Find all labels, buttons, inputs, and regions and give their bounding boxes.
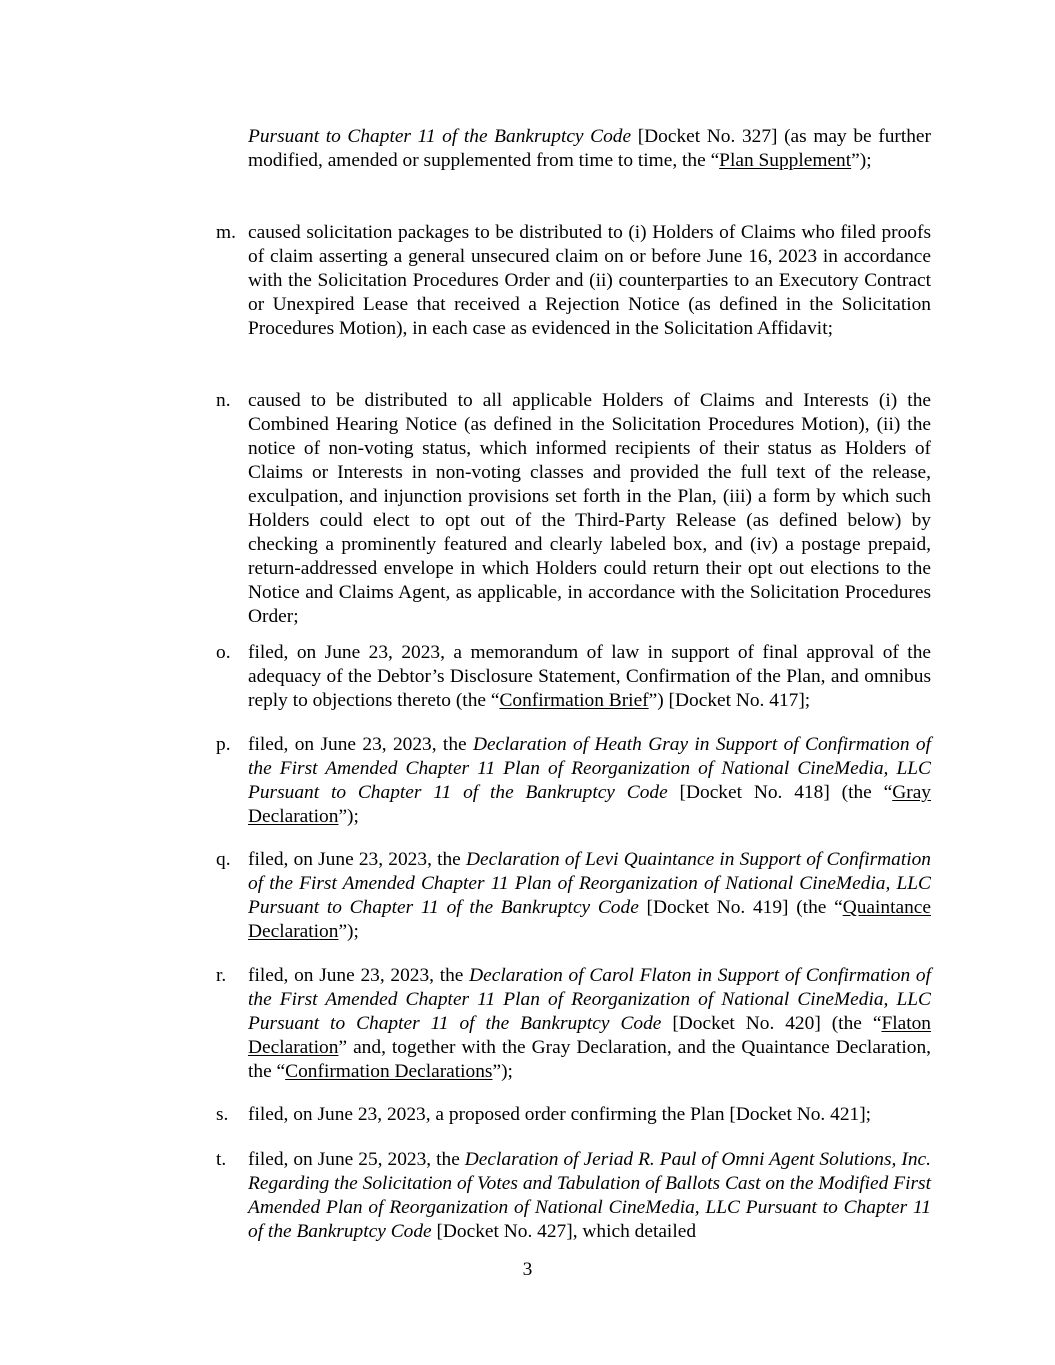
list-item-text: filed, on June 23, 2023, the Declaration of Levi Quaintance in Support of Confirmation of the First Amended Chapter 11 Plan of Reorganization of National CineMedia, LLC Pursuant to Chapter 11 of the Bankruptcy Code [Docket No. 419] (the “Quaintance Declaration”); (248, 849, 931, 942)
italic-citation: Pursuant to Chapter 11 of the Bankruptcy Code (248, 126, 632, 147)
list-item-text: filed, on June 23, 2023, the Declaration of Heath Gray in Support of Confirmation of the First Amended Chapter 11 Plan of Reorganization of National CineMedia, LLC Pursuant to Chapter 11 of the Bankruptcy Code [Docket No. 418] (the “Gray Declaration”); (248, 734, 931, 827)
list-item-o (216, 641, 931, 713)
defined-term: Gray Declaration (248, 782, 931, 827)
italic-citation: Declaration of Levi Quaintance in Support of Confirmation of the First Amended Chapter 11 Plan of Reorganization of National CineMedia, LLC Pursuant to Chapter 11 of the Bankruptcy Code (248, 849, 931, 918)
list-item-q (216, 848, 931, 944)
italic-citation: Declaration of Carol Flaton in Support of Confirmation of the First Amended Chapter 11 Plan of Reorganization of National CineMedia, LLC Pursuant to Chapter 11 of the Bankruptcy Code (248, 965, 931, 1034)
italic-citation: Declaration of Heath Gray in Support of Confirmation of the First Amended Chapter 11 Plan of Reorganization of National CineMedia, LLC Pursuant to Chapter 11 of the Bankruptcy Code (248, 734, 931, 803)
list-item-label: s. (216, 1104, 229, 1125)
italic-citation: Declaration of Jeriad R. Paul of Omni Agent Solutions, Inc. Regarding the Solicitation of Votes and Tabulation of Ballots Cast on the Modified First Amended Plan of Reorganization of National CineMedia, LLC Pursuant to Chapter 11 of the Bankruptcy Code (248, 1149, 931, 1242)
page-number: 3 (522, 1259, 533, 1280)
list-item-text: caused solicitation packages to be distributed to (i) Holders of Claims who filed proofs of claim asserting a general unsecured claim on or before June 16, 2023 in accordance with the Solicitation Procedures Order and (ii) counterparties to an Executory Contract or Unexpired Lease that received a Rejection Notice (as defined in the Solicitation Procedures Motion), in each case as evidenced in the Solicitation Affidavit; (248, 222, 931, 339)
list-item-text: filed, on June 23, 2023, the Declaration of Carol Flaton in Support of Confirmation of the First Amended Chapter 11 Plan of Reorganization of National CineMedia, LLC Pursuant to Chapter 11 of the Bankruptcy Code [Docket No. 420] (the “Flaton Declaration” and, together with the Gray Declaration, and the Quaintance Declaration, the “Confirmation Declarations”); (248, 965, 931, 1082)
list-item-r (216, 964, 931, 1084)
list-item-label: r. (216, 965, 227, 986)
list-item-p (216, 733, 931, 829)
list-item-s (216, 1103, 931, 1127)
list-item-label: q. (216, 849, 231, 870)
defined-term: Quaintance Declaration (248, 897, 931, 942)
defined-term: Plan Supplement (719, 150, 852, 171)
list-item-text: filed, on June 25, 2023, the Declaration of Jeriad R. Paul of Omni Agent Solutions, Inc. Regarding the Solicitation of Votes and Tabulation of Ballots Cast on the Modified First Amended Plan of Reorganization of National CineMedia, LLC Pursuant to Chapter 11 of the Bankruptcy Code [Docket No. 427], which detailed (248, 1149, 931, 1242)
list-item-m (216, 221, 931, 341)
list-item-text: filed, on June 23, 2023, a memorandum of law in support of final approval of the adequacy of the Debtor’s Disclosure Statement, Confirmation of the Plan, and omnibus reply to objections thereto (the “Confirmation Brief”) [Docket No. 417]; (248, 642, 931, 711)
list-item-text: filed, on June 23, 2023, a proposed order confirming the Plan [Docket No. 421]; (248, 1104, 872, 1125)
list-item-label: t. (216, 1149, 227, 1170)
list-item-n (216, 389, 931, 629)
list-item-label: n. (216, 390, 231, 411)
defined-term: Confirmation Declarations (285, 1061, 493, 1082)
defined-term: Confirmation Brief (499, 690, 649, 711)
list-item-label: p. (216, 734, 231, 755)
list-item-t (216, 1148, 931, 1244)
list-item-label: o. (216, 642, 231, 663)
defined-term: Flaton Declaration (248, 1013, 931, 1058)
list-item-text: caused to be distributed to all applicable Holders of Claims and Interests (i) the Combined Hearing Notice (as defined in the Solicitation Procedures Motion), (ii) the notice of non-voting status, which informed recipients of their status as Holders of Claims or Interests in non-voting classes and provided the full text of the release, exculpation, and injunction provisions set forth in the Plan, (iii) a form by which such Holders could elect to opt out of the Third-Party Release (as defined below) by checking a prominently featured and clearly labeled box, and (iv) a postage prepaid, return-addressed envelope in which Holders could return their opt out elections to the Notice and Claims Agent, as applicable, in accordance with the Solicitation Procedures Order; (248, 390, 931, 627)
list-item-label: m. (216, 222, 236, 243)
continued-paragraph: Pursuant to Chapter 11 of the Bankruptcy Code [Docket No. 327] (as may be further modified, amended or supplemented from time to time, the “Plan Supplement”); (248, 126, 931, 171)
